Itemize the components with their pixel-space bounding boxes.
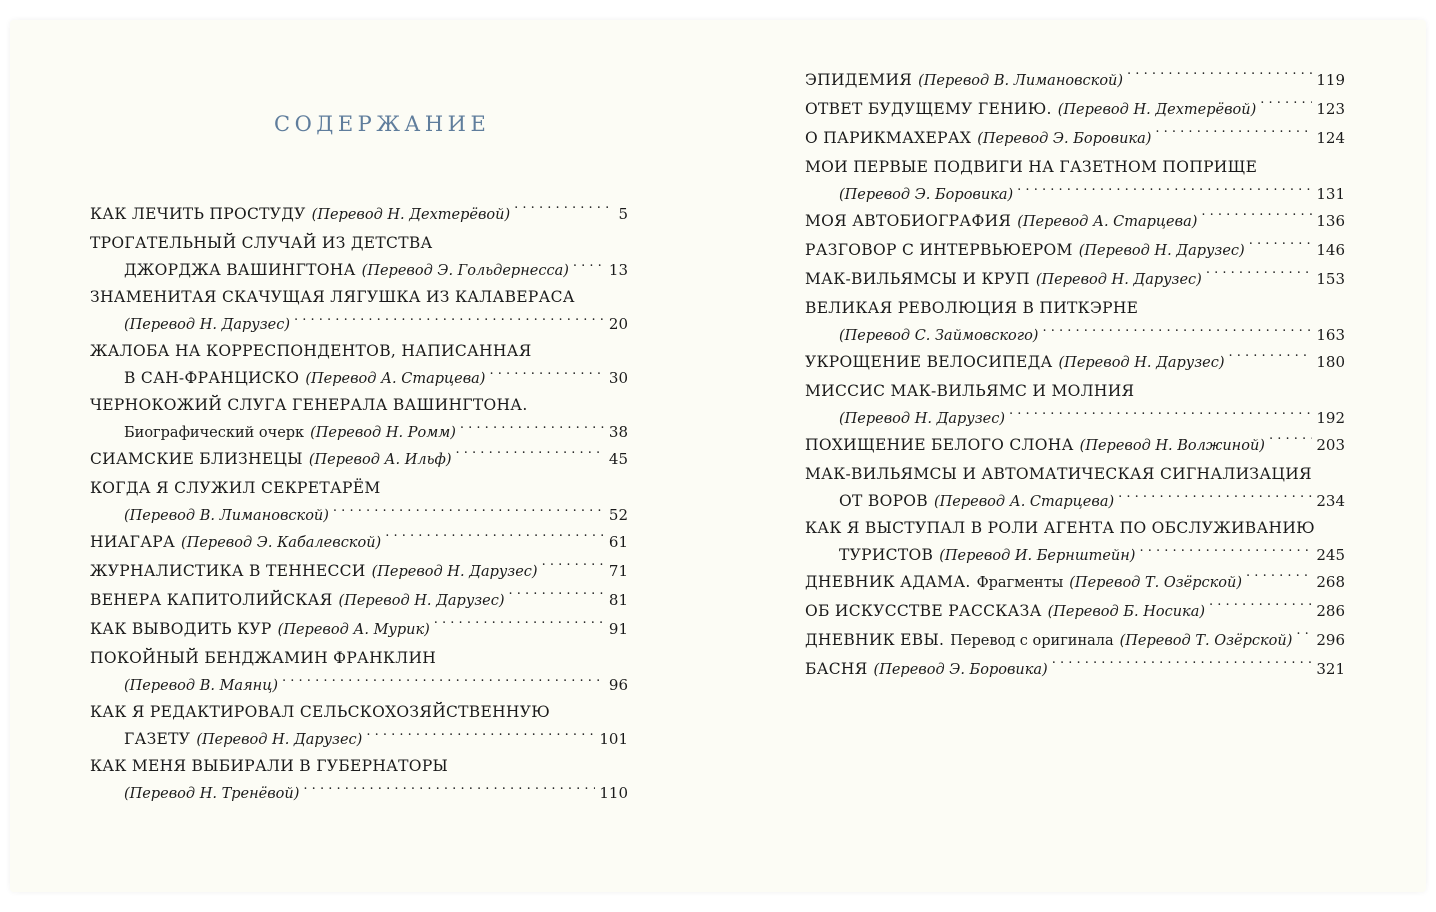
toc-entry-line	[805, 207, 1345, 236]
entry-title: В САН-ФРАНЦИСКО	[124, 369, 300, 387]
toc-entry[interactable]	[90, 586, 628, 615]
page-number: 101	[599, 730, 628, 748]
toc-entry-line	[805, 377, 1345, 406]
toc-entry[interactable]	[805, 655, 1345, 684]
dot-leader	[1155, 130, 1312, 146]
toc-entry[interactable]	[90, 474, 628, 528]
toc-entry[interactable]	[805, 95, 1345, 124]
toc-entry-line	[90, 781, 628, 806]
entry-title: КАК ЛЕЧИТЬ ПРОСТУДУ	[90, 205, 306, 223]
dot-leader	[509, 592, 605, 608]
entry-title: ПОКОЙНЫЙ БЕНДЖАМИН ФРАНКЛИН	[90, 649, 437, 667]
toc-left-column	[90, 200, 628, 806]
toc-entry[interactable]	[805, 294, 1345, 348]
entry-translator: (Перевод Н. Волжиной)	[1079, 438, 1265, 454]
toc-entry-line	[805, 124, 1345, 153]
dot-leader	[1260, 101, 1312, 117]
page-number: 245	[1316, 546, 1345, 564]
entry-translator: (Перевод Н. Дарузес)	[1035, 272, 1202, 288]
dot-leader	[294, 316, 605, 332]
toc-entry[interactable]	[805, 348, 1345, 377]
page-number: 119	[1316, 71, 1345, 89]
dot-leader	[1209, 603, 1312, 619]
entry-translator: (Перевод Н. Дарузес)	[1058, 355, 1225, 371]
toc-entry-line	[805, 153, 1345, 182]
entry-title: ОБ ИСКУССТВЕ РАССКАЗА	[805, 602, 1042, 620]
dot-leader	[1139, 547, 1312, 563]
page-number: 20	[608, 315, 628, 333]
toc-entry-line	[90, 557, 628, 586]
page-number: 96	[608, 676, 628, 694]
right-page	[726, 20, 1426, 892]
left-page	[10, 20, 726, 892]
toc-entry[interactable]	[90, 644, 628, 698]
entry-title: МИССИС МАК-ВИЛЬЯМС И МОЛНИЯ	[805, 382, 1135, 400]
page-number: 71	[608, 562, 628, 580]
toc-entry-line	[805, 626, 1345, 655]
dot-leader	[1246, 574, 1312, 590]
dot-leader	[489, 370, 604, 386]
entry-title: КАК МЕНЯ ВЫБИРАЛИ В ГУБЕРНАТОРЫ	[90, 757, 449, 775]
dot-leader	[514, 206, 614, 222]
dot-leader	[456, 451, 605, 467]
page-number: 30	[608, 369, 628, 387]
toc-entry-line	[90, 615, 628, 644]
toc-entry-line	[90, 673, 628, 698]
toc-entry[interactable]	[90, 698, 628, 752]
entry-translator: (Перевод В. Маянц)	[124, 678, 279, 694]
entry-translator: (Перевод А. Старцева)	[1017, 214, 1198, 230]
toc-entry-line	[90, 644, 628, 673]
page-number: 123	[1316, 100, 1345, 118]
entry-title: ОТВЕТ БУДУЩЕМУ ГЕНИЮ.	[805, 100, 1052, 118]
entry-translator: (Перевод Т. Озёрской)	[1119, 633, 1293, 649]
toc-entry-line	[90, 229, 628, 258]
toc-entry[interactable]	[90, 200, 628, 229]
toc-entry[interactable]	[805, 66, 1345, 95]
entry-subtitle: Биографический очерк	[124, 425, 305, 441]
entry-title: УКРОЩЕНИЕ ВЕЛОСИПЕДА	[805, 353, 1053, 371]
toc-entry-line	[805, 489, 1345, 514]
entry-title: ДНЕВНИК ЕВЫ.	[805, 631, 945, 649]
dot-leader	[1206, 271, 1313, 287]
entry-title: МОИ ПЕРВЫЕ ПОДВИГИ НА ГАЗЕТНОМ ПОПРИЩЕ	[805, 158, 1258, 176]
page-number: 296	[1316, 631, 1345, 649]
page-number: 110	[599, 784, 628, 802]
entry-title: ПОХИЩЕНИЕ БЕЛОГО СЛОНА	[805, 436, 1074, 454]
toc-entry-line	[90, 337, 628, 366]
toc-entry-line	[90, 258, 628, 283]
dot-leader	[385, 534, 605, 550]
entry-title: КАК Я РЕДАКТИРОВАЛ СЕЛЬСКОХОЗЯЙСТВЕННУЮ	[90, 703, 551, 721]
dot-leader	[1127, 72, 1312, 88]
toc-entry[interactable]	[805, 236, 1345, 265]
entry-title: ЖАЛОБА НА КОРРЕСПОНДЕНТОВ, НАПИСАННАЯ	[90, 342, 532, 360]
entry-title: ЗНАМЕНИТАЯ СКАЧУЩАЯ ЛЯГУШКА ИЗ КАЛАВЕРАСА	[90, 288, 575, 306]
dot-leader	[1118, 493, 1312, 509]
entry-translator: (Перевод А. Ильф)	[308, 452, 452, 468]
dot-leader	[1229, 354, 1313, 370]
entry-title: ЭПИДЕМИЯ	[805, 71, 913, 89]
entry-translator: (Перевод Э. Боровика)	[873, 662, 1048, 678]
toc-entry[interactable]	[90, 445, 628, 474]
dot-leader	[333, 507, 605, 523]
toc-entry-line	[805, 95, 1345, 124]
dot-leader	[460, 424, 605, 440]
entry-translator: (Перевод Н. Дехтерёвой)	[311, 207, 511, 223]
entry-title: ТУРИСТОВ	[839, 546, 934, 564]
entry-subtitle: Перевод с оригинала	[950, 633, 1114, 649]
entry-translator: (Перевод Н. Дарузес)	[124, 317, 290, 333]
dot-leader	[282, 677, 605, 693]
entry-translator: (Перевод Э. Гольдернесса)	[361, 263, 569, 279]
entry-translator: (Перевод А. Старцева)	[305, 371, 486, 387]
page-number: 131	[1316, 185, 1345, 203]
entry-title: ДНЕВНИК АДАМА.	[805, 573, 971, 591]
entry-translator: (Перевод Б. Носика)	[1047, 604, 1205, 620]
page-number: 153	[1316, 270, 1345, 288]
entry-title: ВЕЛИКАЯ РЕВОЛЮЦИЯ В ПИТКЭРНЕ	[805, 299, 1139, 317]
toc-entry[interactable]	[90, 528, 628, 557]
entry-title: О ПАРИКМАХЕРАХ	[805, 129, 972, 147]
dot-leader	[1269, 437, 1312, 453]
toc-entry-line	[805, 568, 1345, 597]
toc-entry-line	[90, 586, 628, 615]
page-number: 180	[1316, 353, 1345, 371]
toc-entry-line	[90, 698, 628, 727]
entry-title: МАК-ВИЛЬЯМСЫ И КРУП	[805, 270, 1030, 288]
entry-translator: (Перевод С. Займовского)	[839, 328, 1039, 344]
page-number: 286	[1316, 602, 1345, 620]
entry-title: БАСНЯ	[805, 660, 868, 678]
toc-entry[interactable]	[90, 391, 628, 445]
entry-title: ДЖОРДЖА ВАШИНГТОНА	[124, 261, 356, 279]
dot-leader	[366, 731, 595, 747]
dot-leader	[1042, 327, 1312, 343]
toc-entry[interactable]	[90, 752, 628, 806]
entry-translator: (Перевод Т. Озёрской)	[1069, 575, 1243, 591]
toc-entry-line	[90, 752, 628, 781]
page-number: 192	[1316, 409, 1345, 427]
page-number: 163	[1316, 326, 1345, 344]
toc-entry[interactable]	[90, 283, 628, 337]
entry-translator: (Перевод Э. Боровика)	[839, 187, 1014, 203]
page-number: 234	[1316, 492, 1345, 510]
entry-title: ЧЕРНОКОЖИЙ СЛУГА ГЕНЕРАЛА ВАШИНГТОНА.	[90, 396, 528, 414]
toc-entry-line	[90, 391, 628, 420]
dot-leader	[1201, 213, 1312, 229]
page-title: СОДЕРЖАНИЕ	[274, 112, 491, 136]
toc-entry-line	[90, 312, 628, 337]
toc-entry[interactable]	[805, 153, 1345, 207]
entry-translator: (Перевод Н. Дарузес)	[371, 564, 538, 580]
toc-entry-line	[805, 323, 1345, 348]
page-number: 268	[1316, 573, 1345, 591]
entry-translator: (Перевод Н. Дарузес)	[1078, 243, 1245, 259]
toc-entry[interactable]	[805, 626, 1345, 655]
entry-title: ВЕНЕРА КАПИТОЛИЙСКАЯ	[90, 591, 333, 609]
page-number: 38	[608, 423, 628, 441]
toc-entry[interactable]	[805, 124, 1345, 153]
toc-entry[interactable]	[90, 229, 628, 283]
toc-entry[interactable]	[805, 377, 1345, 431]
toc-entry-line	[90, 528, 628, 557]
toc-entry-line	[805, 514, 1345, 543]
entry-title: РАЗГОВОР С ИНТЕРВЬЮЕРОМ	[805, 241, 1073, 259]
entry-title: КОГДА Я СЛУЖИЛ СЕКРЕТАРЁМ	[90, 479, 381, 497]
page-number: 91	[608, 620, 628, 638]
toc-entry[interactable]	[805, 207, 1345, 236]
toc-entry-line	[805, 265, 1345, 294]
toc-entry-line	[90, 200, 628, 229]
entry-subtitle: Фрагменты	[976, 575, 1064, 591]
entry-translator: (Перевод И. Бернштейн)	[939, 548, 1136, 564]
toc-entry-line	[805, 406, 1345, 431]
entry-translator: (Перевод Н. Тренёвой)	[124, 786, 300, 802]
dot-leader	[1017, 186, 1312, 202]
page-number: 321	[1316, 660, 1345, 678]
entry-translator: (Перевод Э. Боровика)	[977, 131, 1152, 147]
toc-entry[interactable]	[805, 460, 1345, 514]
toc-entry[interactable]	[90, 557, 628, 586]
entry-title: СИАМСКИЕ БЛИЗНЕЦЫ	[90, 450, 303, 468]
toc-entry[interactable]	[805, 431, 1345, 460]
toc-entry-line	[90, 366, 628, 391]
toc-entry-line	[805, 294, 1345, 323]
toc-entry-line	[90, 727, 628, 752]
entry-title: НИАГАРА	[90, 533, 176, 551]
page-number: 52	[608, 506, 628, 524]
entry-title: КАК Я ВЫСТУПАЛ В РОЛИ АГЕНТА ПО ОБСЛУЖИВАНИЮ	[805, 519, 1315, 537]
toc-entry-line	[805, 348, 1345, 377]
entry-translator: (Перевод Н. Дарузес)	[196, 732, 363, 748]
page-number: 203	[1316, 436, 1345, 454]
toc-entry[interactable]	[805, 568, 1345, 597]
toc-entry[interactable]	[805, 265, 1345, 294]
entry-translator: (Перевод Э. Кабалевской)	[181, 535, 382, 551]
toc-entry[interactable]	[90, 337, 628, 391]
toc-entry-line	[805, 236, 1345, 265]
entry-title: ТРОГАТЕЛЬНЫЙ СЛУЧАЙ ИЗ ДЕТСТВА	[90, 234, 433, 252]
book-spread	[10, 20, 1426, 892]
entry-translator: (Перевод В. Лимановской)	[124, 508, 329, 524]
toc-entry-line	[805, 597, 1345, 626]
entry-translator: (Перевод Н. Дарузес)	[338, 593, 505, 609]
entry-translator: (Перевод Н. Ромм)	[310, 425, 456, 441]
entry-title: МАК-ВИЛЬЯМСЫ И АВТОМАТИЧЕСКАЯ СИГНАЛИЗАЦИЯ	[805, 465, 1312, 483]
page-number: 146	[1316, 241, 1345, 259]
toc-entry-line	[805, 655, 1345, 684]
page-number: 5	[618, 205, 628, 223]
toc-entry-line	[90, 445, 628, 474]
toc-entry-line	[90, 283, 628, 312]
toc-entry-line	[805, 543, 1345, 568]
entry-title: ОТ ВОРОВ	[839, 492, 928, 510]
page-number: 81	[608, 591, 628, 609]
dot-leader	[1249, 242, 1313, 258]
page-number: 61	[608, 533, 628, 551]
dot-leader	[434, 621, 605, 637]
toc-right-column	[805, 66, 1345, 684]
entry-translator: (Перевод А. Старцева)	[934, 494, 1115, 510]
toc-entry-line	[90, 474, 628, 503]
entry-translator: (Перевод А. Мурик)	[277, 622, 430, 638]
dot-leader	[1009, 410, 1312, 426]
page-number: 13	[608, 261, 628, 279]
entry-title: КАК ВЫВОДИТЬ КУР	[90, 620, 272, 638]
entry-title: МОЯ АВТОБИОГРАФИЯ	[805, 212, 1012, 230]
toc-entry[interactable]	[805, 514, 1345, 568]
toc-entry[interactable]	[805, 597, 1345, 626]
toc-entry-line	[90, 420, 628, 445]
toc-entry-line	[805, 66, 1345, 95]
dot-leader	[573, 262, 605, 278]
toc-entry[interactable]	[90, 615, 628, 644]
toc-entry-line	[805, 460, 1345, 489]
toc-entry-line	[805, 182, 1345, 207]
entry-title: ГАЗЕТУ	[124, 730, 191, 748]
entry-title: ЖУРНАЛИСТИКА В ТЕННЕССИ	[90, 562, 366, 580]
toc-entry-line	[90, 503, 628, 528]
dot-leader	[1296, 632, 1312, 648]
entry-translator: (Перевод Н. Дарузес)	[839, 411, 1005, 427]
entry-translator: (Перевод Н. Дехтерёвой)	[1057, 102, 1257, 118]
entry-translator: (Перевод В. Лимановской)	[918, 73, 1124, 89]
page-number: 124	[1316, 129, 1345, 147]
dot-leader	[303, 785, 595, 801]
page-number: 45	[608, 450, 628, 468]
dot-leader	[542, 563, 605, 579]
page-number: 136	[1316, 212, 1345, 230]
dot-leader	[1052, 661, 1313, 677]
toc-entry-line	[805, 431, 1345, 460]
